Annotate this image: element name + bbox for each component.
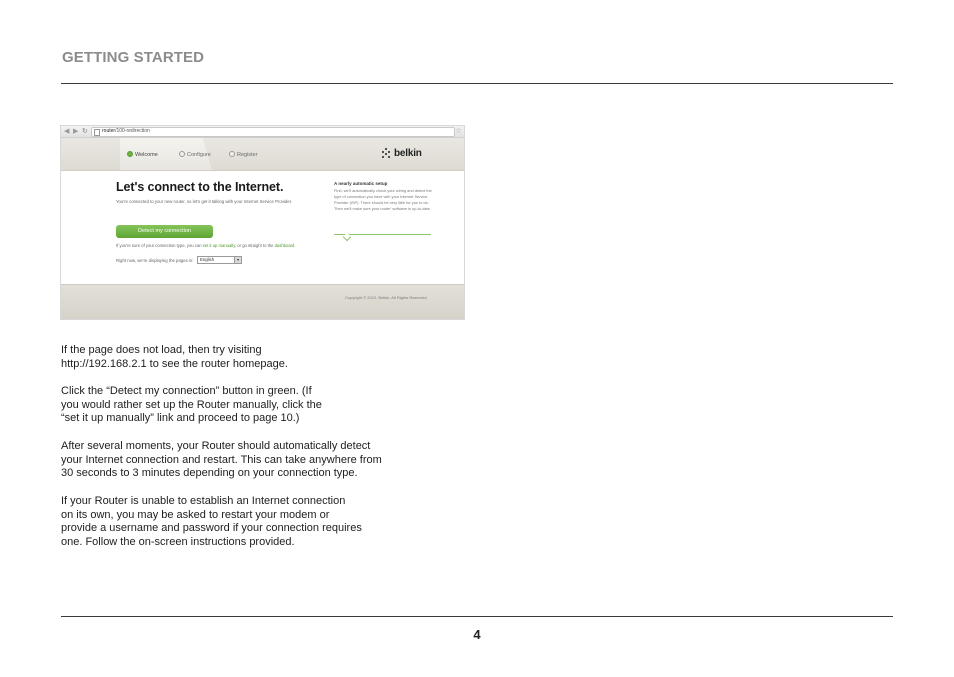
- section-title: GETTING STARTED: [62, 49, 205, 66]
- url-text: router/100-redirection: [102, 128, 150, 134]
- footer-divider: [61, 616, 893, 617]
- belkin-mark-icon: [382, 148, 391, 160]
- header-divider: [61, 83, 893, 84]
- step-register: Register: [229, 151, 257, 159]
- dashboard-link[interactable]: dashboard: [274, 243, 295, 248]
- browser-toolbar: [61, 126, 464, 138]
- check-circle-icon: [127, 151, 133, 157]
- language-prompt: Right now, we're displaying the pages in:: [116, 258, 194, 263]
- arrow-right-icon[interactable]: ▶: [73, 127, 79, 135]
- paragraph-unable-connect: [61, 495, 461, 550]
- arrow-left-icon[interactable]: ◀: [64, 127, 70, 135]
- paragraph-page-not-load: [61, 344, 461, 371]
- circle-icon: [179, 151, 185, 157]
- text-line: Click the “Detect my connection” button in green. (If: [61, 385, 312, 397]
- manual-setup-line: If you're sure of your connection type, you can set it up manually, or go straight to the dashboard: [116, 243, 295, 248]
- detect-connection-button[interactable]: Detect my connection: [116, 225, 213, 238]
- language-select[interactable]: [197, 256, 242, 264]
- paragraph-detect-connection: [61, 385, 461, 426]
- star-icon[interactable]: ☆: [455, 126, 463, 135]
- address-bar[interactable]: [91, 127, 455, 137]
- setup-headline: Let's connect to the Internet.: [116, 180, 284, 194]
- setup-footer: [61, 284, 464, 319]
- text-line: http://192.168.2.1 to see the router homepage.: [61, 357, 288, 370]
- step-welcome: Welcome: [127, 151, 158, 159]
- text-line: “set it up manually” link and proceed to page 10.): [61, 412, 300, 425]
- text-line: If your Router is unable to establish an Internet connection: [61, 495, 346, 507]
- set-up-manually-link[interactable]: set it up manually: [202, 243, 235, 248]
- text-line: 30 seconds to 3 minutes depending on your connection type.: [61, 467, 358, 480]
- circle-icon: [229, 151, 235, 157]
- language-value: English: [200, 257, 215, 262]
- brand-name: belkin: [394, 148, 422, 159]
- setup-content: [61, 171, 464, 284]
- step-configure: Configure: [179, 151, 211, 159]
- text-line: your Internet connection and restart. This can take anywhere from: [61, 453, 382, 466]
- reload-icon[interactable]: ↻: [82, 127, 88, 135]
- copyright-text: Copyright © 2012. Belkin. All Rights Reserved.: [345, 295, 428, 300]
- page-icon: [94, 129, 100, 136]
- setup-subtext: You're connected to your new router, so let's get it talking with your Internet Service Provider.: [116, 199, 293, 204]
- text-line: provide a username and password if your connection requires: [61, 522, 362, 535]
- text-line: on its own, you may be asked to restart your modem or: [61, 508, 330, 521]
- setup-steps-bar: [61, 138, 464, 171]
- chevron-down-icon: ▾: [234, 257, 241, 263]
- paragraph-auto-detect: [61, 440, 461, 481]
- router-setup-screenshot: [61, 126, 464, 319]
- side-body: First, we'll automatically check your wiring and detect the type of connection you have with your Internet Service Provider (ISP). There should be very little for you to do. Then we'll make sure your router' software is up-to-date.: [334, 188, 432, 211]
- side-title: A nearly automatic setup: [334, 181, 388, 186]
- page-number: 4: [473, 627, 481, 642]
- text-line: you would rather set up the Router manually, click the: [61, 398, 322, 411]
- text-line: one. Follow the on-screen instructions provided.: [61, 536, 295, 549]
- text-line: If the page does not load, then try visiting: [61, 344, 262, 356]
- text-line: After several moments, your Router should automatically detect: [61, 440, 371, 452]
